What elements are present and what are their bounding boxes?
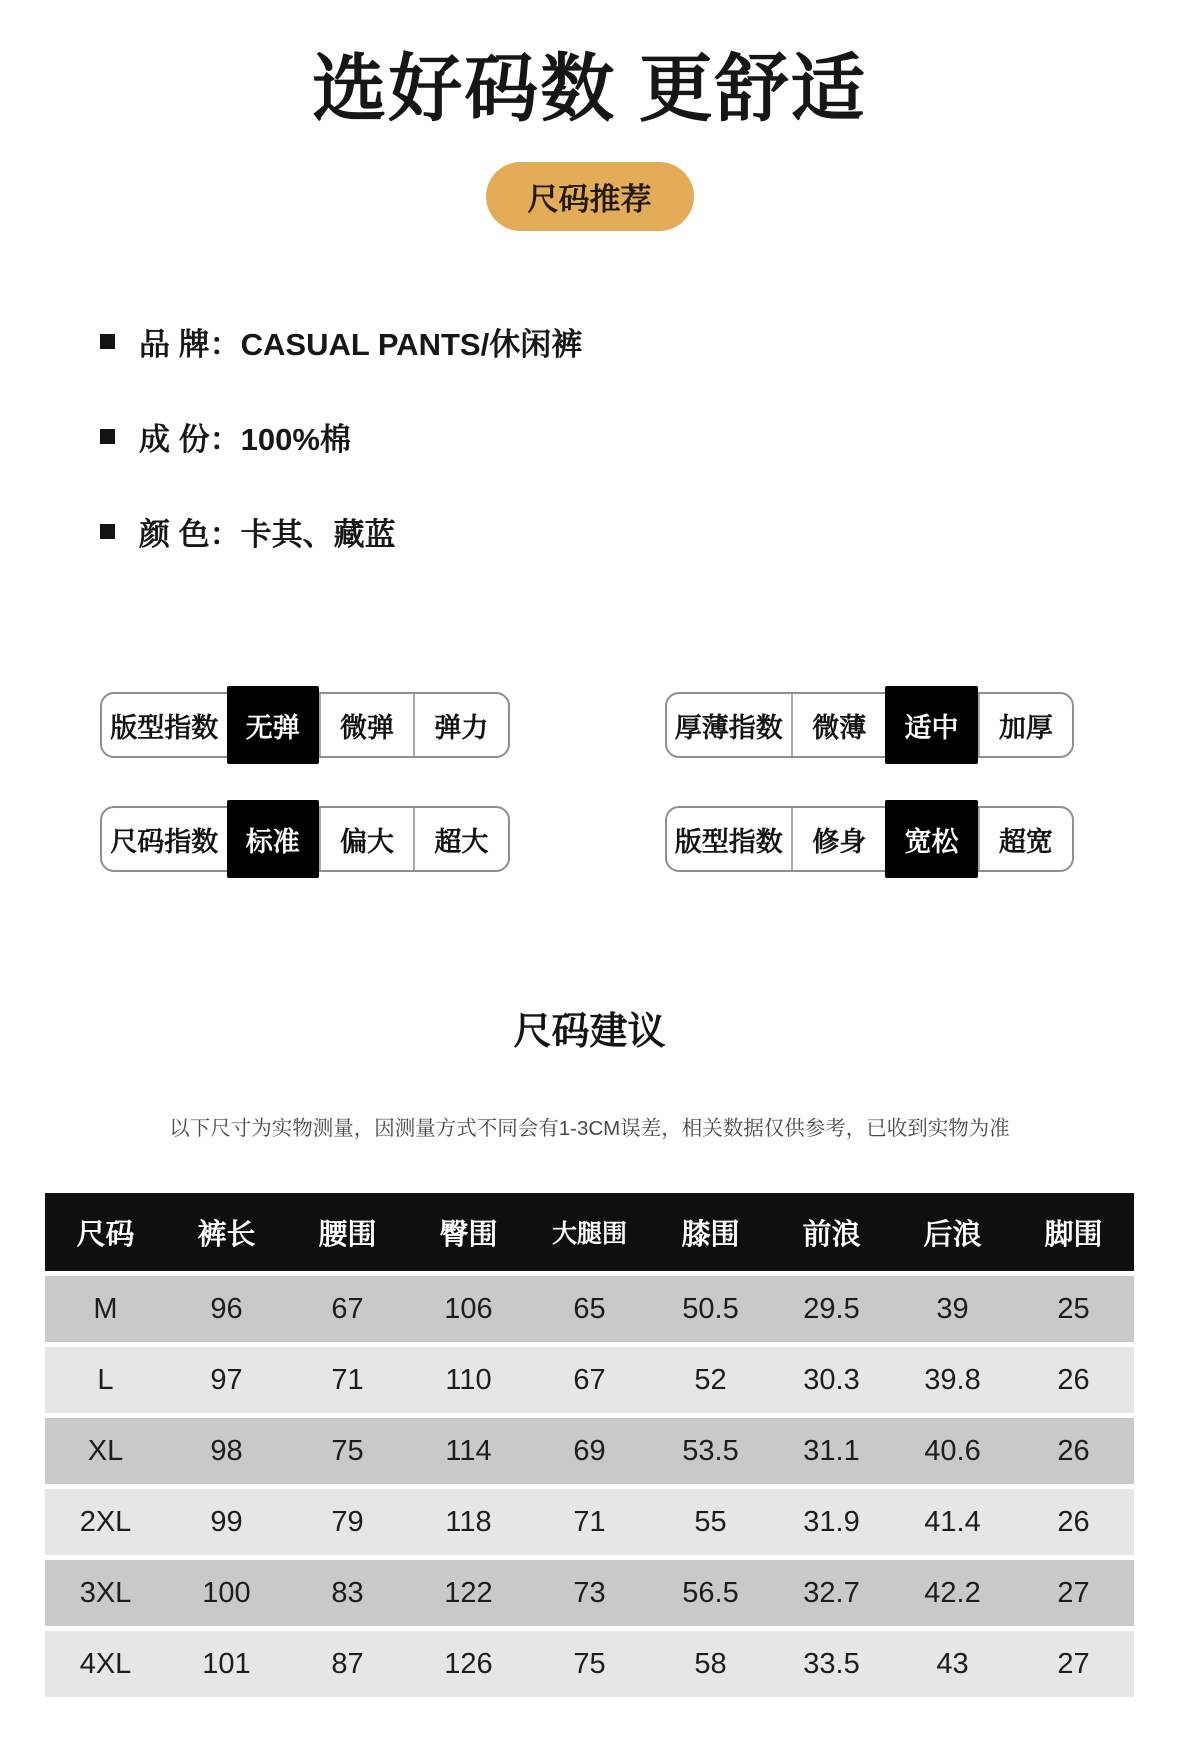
table-cell: 97 — [210, 1363, 243, 1396]
table-cell: 31.1 — [803, 1434, 860, 1467]
table-cell: 26 — [1057, 1363, 1090, 1396]
table-row — [45, 1560, 1134, 1626]
table-row — [45, 1631, 1134, 1697]
table-cell: 122 — [444, 1576, 493, 1609]
table-row — [45, 1489, 1134, 1555]
size-label-cell: L — [97, 1363, 114, 1396]
indicator-option: 弹力 — [413, 694, 507, 756]
table-cell: 79 — [331, 1505, 364, 1538]
table-header-cell: 膝围 — [681, 1218, 740, 1251]
table-cell: 50.5 — [682, 1292, 739, 1325]
indicator-sizing — [100, 806, 510, 872]
table-cell: 100 — [202, 1576, 251, 1609]
indicator-option: 无弹 — [227, 686, 319, 764]
product-info-list — [100, 319, 1179, 554]
indicator-option: 标准 — [227, 800, 319, 878]
indicator-option: 超大 — [413, 808, 507, 870]
table-cell: 96 — [210, 1292, 243, 1325]
indicator-fit — [665, 806, 1075, 872]
size-label-cell: 4XL — [79, 1647, 132, 1680]
size-label-cell: 2XL — [79, 1505, 132, 1538]
table-cell: 67 — [573, 1363, 606, 1396]
size-label-cell: XL — [87, 1434, 124, 1467]
badge-container — [0, 162, 1179, 231]
table-cell: 65 — [573, 1292, 606, 1325]
table-cell: 33.5 — [803, 1647, 860, 1680]
size-table — [45, 1193, 1134, 1697]
table-cell: 110 — [445, 1363, 492, 1396]
indicator-option: 加厚 — [978, 694, 1072, 756]
table-cell: 39 — [936, 1292, 969, 1325]
table-cell: 99 — [210, 1505, 243, 1538]
table-header-cell: 后浪 — [923, 1218, 982, 1251]
size-recommend-badge: 尺码推荐 — [486, 162, 694, 231]
measurement-note: 以下尺寸为实物测量，因测量方式不同会有1-3CM误差，相关数据仅供参考，已收到实物为准 — [169, 1117, 1010, 1140]
table-cell: 71 — [331, 1363, 364, 1396]
bullet-square-icon — [100, 334, 115, 349]
product-info-text: 品 牌：CASUAL PANTS/休闲裤 — [139, 327, 583, 362]
table-header-cell: 尺码 — [76, 1218, 135, 1251]
table-cell: 41.4 — [924, 1505, 981, 1538]
table-row — [45, 1418, 1134, 1484]
indicator-label: 厚薄指数 — [674, 712, 783, 743]
product-info-brand — [100, 319, 1179, 364]
table-header-cell: 臀围 — [439, 1218, 498, 1251]
table-header-cell: 腰围 — [318, 1218, 377, 1251]
table-cell: 56.5 — [682, 1576, 739, 1609]
indicator-label: 版型指数 — [110, 712, 219, 743]
table-row — [45, 1276, 1134, 1342]
indicator-option: 微弹 — [319, 694, 413, 756]
size-suggestion-title: 尺码建议 — [513, 1011, 666, 1053]
table-cell: 26 — [1057, 1434, 1090, 1467]
page-title: 选好码数 更舒适 — [312, 47, 867, 130]
indicator-thickness — [665, 692, 1075, 758]
product-info-material — [100, 414, 1179, 459]
table-cell: 101 — [202, 1647, 251, 1680]
table-cell: 75 — [573, 1647, 606, 1680]
table-header-cell: 大腿围 — [551, 1220, 627, 1248]
table-cell: 55 — [694, 1505, 727, 1538]
table-cell: 27 — [1057, 1647, 1090, 1680]
indicator-option: 偏大 — [319, 808, 413, 870]
indicator-grid — [100, 692, 1074, 872]
table-cell: 67 — [331, 1292, 364, 1325]
table-cell: 32.7 — [803, 1576, 860, 1609]
table-cell: 83 — [331, 1576, 364, 1609]
indicator-elasticity — [100, 692, 510, 758]
table-cell: 52 — [694, 1363, 727, 1396]
product-info-color — [100, 509, 1179, 554]
indicator-option: 超宽 — [978, 808, 1072, 870]
size-label-cell: M — [93, 1292, 118, 1325]
table-cell: 26 — [1057, 1505, 1090, 1538]
table-cell: 53.5 — [682, 1434, 739, 1467]
size-label-cell: 3XL — [79, 1576, 132, 1609]
table-cell: 43 — [936, 1647, 969, 1680]
indicator-option: 适中 — [885, 686, 977, 764]
table-cell: 58 — [694, 1647, 727, 1680]
product-info-text: 成 份：100%棉 — [139, 422, 351, 457]
table-cell: 98 — [210, 1434, 243, 1467]
indicator-option: 修身 — [791, 808, 885, 870]
table-cell: 69 — [573, 1434, 606, 1467]
indicator-option: 微薄 — [791, 694, 885, 756]
table-cell: 39.8 — [924, 1363, 981, 1396]
product-info-text: 颜 色：卡其、藏蓝 — [139, 517, 396, 552]
table-cell: 30.3 — [803, 1363, 860, 1396]
bullet-square-icon — [100, 429, 115, 444]
table-row — [45, 1347, 1134, 1413]
table-cell: 31.9 — [803, 1505, 860, 1538]
table-cell: 42.2 — [924, 1576, 981, 1609]
table-cell: 87 — [331, 1647, 364, 1680]
table-cell: 118 — [445, 1505, 492, 1538]
table-cell: 126 — [444, 1647, 493, 1680]
table-cell: 25 — [1057, 1292, 1090, 1325]
table-cell: 71 — [573, 1505, 606, 1538]
table-cell: 40.6 — [924, 1434, 981, 1467]
table-cell: 73 — [573, 1576, 606, 1609]
table-cell: 75 — [331, 1434, 364, 1467]
table-cell: 106 — [444, 1292, 493, 1325]
table-cell: 114 — [445, 1434, 492, 1467]
table-cell: 29.5 — [803, 1292, 860, 1325]
indicator-label: 尺码指数 — [110, 826, 219, 857]
table-header-row — [45, 1193, 1134, 1271]
table-cell: 27 — [1057, 1576, 1090, 1609]
table-header-cell: 脚围 — [1044, 1218, 1103, 1251]
bullet-square-icon — [100, 524, 115, 539]
indicator-option: 宽松 — [885, 800, 977, 878]
indicator-label: 版型指数 — [674, 826, 783, 857]
table-header-cell: 前浪 — [802, 1218, 861, 1251]
table-header-cell: 裤长 — [197, 1218, 256, 1251]
